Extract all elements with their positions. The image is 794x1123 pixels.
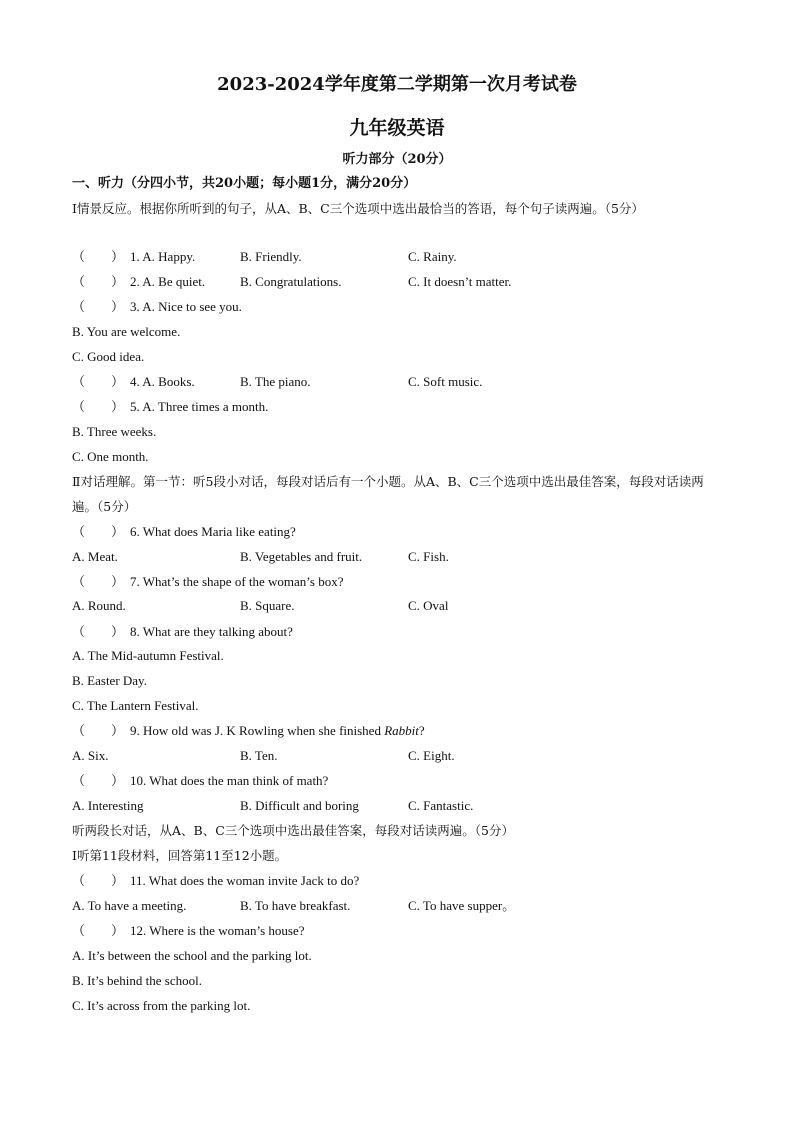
answer-blank[interactable]: （ ） <box>72 574 125 589</box>
option-b: B. Vegetables and fruit. <box>240 549 363 564</box>
section-3-sub: Ⅰ听第11段材料，回答第11至12小题。 <box>72 848 288 863</box>
option-b: B. Friendly. <box>240 249 302 264</box>
option-a: A. The Mid-autumn Festival. <box>72 648 224 663</box>
question-mark: ? <box>418 723 425 738</box>
option-a: A. Interesting <box>72 798 144 813</box>
answer-blank[interactable]: （ ） <box>72 274 125 289</box>
option-c: C. The Lantern Festival. <box>72 698 199 713</box>
option-c: C. To have supper。 <box>408 898 516 913</box>
option-b: B. Ten. <box>240 748 278 763</box>
question-4 <box>72 372 722 392</box>
question-3 <box>72 297 242 317</box>
option-c: C. Rainy. <box>408 249 457 264</box>
question-text: 3. A. Nice to see you. <box>130 299 242 314</box>
option-c: C. Soft music. <box>408 374 483 389</box>
options-7 <box>72 596 722 616</box>
option-b: B. Easter Day. <box>72 673 147 688</box>
options-9 <box>72 746 722 766</box>
section-2-intro: Ⅱ对话理解。第一节：听5段小对话，每段对话后有一个小题。从A、B、C三个选项中选出最佳答案，每段对话读两遍。（5分） <box>72 474 704 514</box>
question-text: 2. A. Be quiet. <box>130 274 206 289</box>
option-c: C. Good idea. <box>72 349 145 364</box>
answer-blank[interactable]: （ ） <box>72 524 125 539</box>
option-a: A. Round. <box>72 598 126 613</box>
question-5 <box>72 397 268 417</box>
option-b: B. Difficult and boring <box>240 798 359 813</box>
option-c: C. Eight. <box>408 748 455 763</box>
question-text: 8. What are they talking about? <box>130 624 293 639</box>
question-text: 11. What does the woman invite Jack to do? <box>130 873 360 888</box>
question-text: 10. What does the man think of math? <box>130 773 329 788</box>
question-text: 9. How old was J. K Rowling when she finished <box>130 723 385 738</box>
question-6 <box>72 522 296 542</box>
option-b: B. To have breakfast. <box>240 898 351 913</box>
option-c: C. It’s across from the parking lot. <box>72 998 251 1013</box>
question-2 <box>72 272 722 292</box>
answer-blank[interactable]: （ ） <box>72 249 125 264</box>
answer-blank[interactable]: （ ） <box>72 399 125 414</box>
question-8 <box>72 622 293 642</box>
options-11 <box>72 896 722 916</box>
question-text: 6. What does Maria like eating? <box>130 524 296 539</box>
option-a: A. To have a meeting. <box>72 898 187 913</box>
question-9 <box>72 721 425 741</box>
option-c: C. It doesn’t matter. <box>408 274 512 289</box>
exam-title: 2023-2024学年度第二学期第一次月考试卷 <box>217 74 577 95</box>
question-11 <box>72 871 359 891</box>
answer-blank[interactable]: （ ） <box>72 773 125 788</box>
question-text: 12. Where is the woman’s house? <box>130 923 305 938</box>
answer-blank[interactable]: （ ） <box>72 873 125 888</box>
question-7 <box>72 572 344 592</box>
question-text: 1. A. Happy. <box>130 249 196 264</box>
option-c: C. Oval <box>408 598 449 613</box>
option-b: B. The piano. <box>240 374 311 389</box>
option-a: A. Meat. <box>72 549 118 564</box>
question-text: 7. What’s the shape of the woman’s box? <box>130 574 344 589</box>
option-c: C. Fish. <box>408 549 449 564</box>
option-b: B. Three weeks. <box>72 424 157 439</box>
question-text: 4. A. Books. <box>130 374 195 389</box>
options-6 <box>72 547 722 567</box>
answer-blank[interactable]: （ ） <box>72 299 125 314</box>
option-c: C. One month. <box>72 449 149 464</box>
answer-blank[interactable]: （ ） <box>72 923 125 938</box>
answer-blank[interactable]: （ ） <box>72 624 125 639</box>
question-12 <box>72 921 305 941</box>
answer-blank[interactable]: （ ） <box>72 374 125 389</box>
option-c: C. Fantastic. <box>408 798 474 813</box>
option-b: B. Congratulations. <box>240 274 342 289</box>
question-text: 5. A. Three times a month. <box>130 399 269 414</box>
part-heading: 听力部分（20分） <box>342 152 452 167</box>
option-b: B. Square. <box>240 598 295 613</box>
book-title: Rabbit <box>384 723 419 738</box>
question-10 <box>72 771 328 791</box>
section-3-intro: 听两段长对话，从A、B、C三个选项中选出最佳答案，每段对话读两遍。（5分） <box>72 823 514 838</box>
section-heading: 一、听力（分四小节，共20小题；每小题1分，满分20分） <box>72 176 417 191</box>
option-a: A. Six. <box>72 748 109 763</box>
question-1 <box>72 247 722 267</box>
option-b: B. You are welcome. <box>72 324 181 339</box>
option-b: B. It’s behind the school. <box>72 973 202 988</box>
options-10 <box>72 796 722 816</box>
section-1-intro: Ⅰ情景反应。根据你所听到的句子，从A、B、C三个选项中选出最恰当的答语，每个句子读两遍。（5分） <box>72 201 644 216</box>
option-a: A. It’s between the school and the parking lot. <box>72 948 312 963</box>
exam-subtitle: 九年级英语 <box>349 117 445 139</box>
answer-blank[interactable]: （ ） <box>72 723 125 738</box>
